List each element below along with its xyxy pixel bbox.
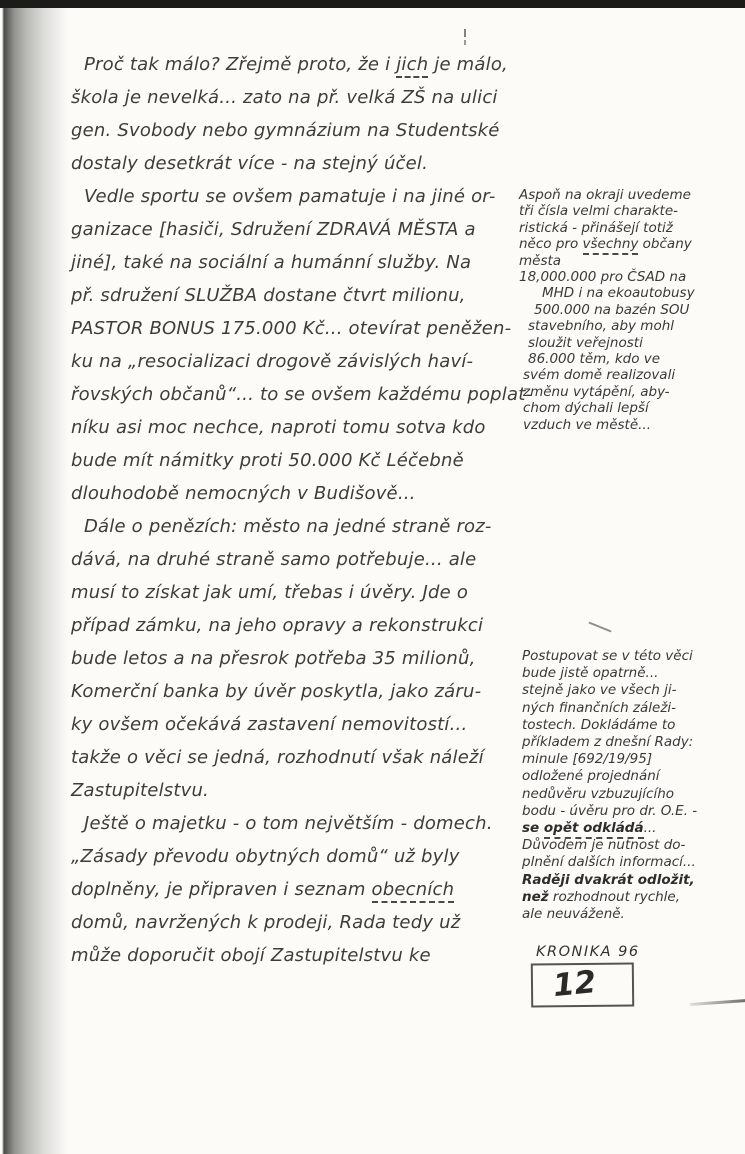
text-segment: než (522, 888, 549, 905)
note-line (519, 236, 745, 252)
text-line: ganizace [hasiči, Sdružení ZDRAVÁ MĚSTA a (71, 219, 476, 240)
note-line: Postupovat se v této věci (522, 648, 693, 664)
text-line: Vedle sportu se ovšem pamatuje i na jiné or- (84, 186, 496, 207)
note-line: plnění dalších informací... (522, 854, 696, 871)
text-line: musí to získat jak umí, třebas i úvěry. Jde o (71, 582, 469, 603)
text-line: bude letos a na přesrok potřeba 35 milionů, (71, 648, 476, 669)
note-line: chom dýchali lepší (523, 400, 649, 417)
note-line: svém domě realizovali (523, 367, 676, 384)
text-line: domů, navržených k prodeji, Rada tedy už (71, 912, 461, 933)
note-line: minule [692/19/95] (522, 751, 653, 768)
note-line: Raději dvakrát odložit, (522, 871, 695, 888)
text-segment: Proč tak málo? Zřejmě proto, že i (84, 54, 397, 75)
note-line: změnu vytápění, aby- (523, 383, 670, 400)
note-line: stejně jako ve všech ji- (522, 682, 677, 699)
text-segment: něco pro (519, 236, 583, 253)
note-line: vzduch ve městě... (523, 416, 652, 433)
note-line: ale neuváženě. (522, 906, 625, 923)
text-line: Komerční banka by úvěr poskytla, jako záru- (71, 681, 482, 702)
text-segment: se (522, 820, 544, 837)
text-line (71, 879, 531, 912)
underlined-word: všechny (583, 236, 639, 255)
ink-dash (464, 40, 466, 45)
page-number-box (531, 962, 634, 1007)
note-line: ných finančních záleži- (522, 699, 677, 716)
underlined-word: opět odkládá (544, 820, 644, 839)
text-line: dává, na druhé straně samo potřebuje... ale (71, 549, 477, 570)
note-line: příkladem z dnešní Rady: (522, 734, 694, 751)
note-line (522, 889, 745, 906)
text-line: může doporučit obojí Zastupitelstvu ke (71, 945, 431, 966)
underlined-word: obecních (372, 879, 455, 903)
text-line: dostaly desetkrát více - na stejný účel. (71, 153, 429, 174)
main-body-text (71, 54, 531, 978)
note-line: ristická - přinášejí totiž (519, 219, 673, 236)
text-line (71, 54, 531, 87)
ink-dash (464, 29, 466, 37)
text-line: níku asi moc nechce, naproti tomu sotva kdo (71, 417, 486, 438)
text-line: případ zámku, na jeho opravy a rekonstrukci (71, 615, 484, 636)
note-line: 18,000.000 pro ČSAD na (519, 269, 687, 286)
note-line: bude jistě opatrně... (522, 665, 659, 682)
note-line: města (519, 252, 562, 269)
note-line: tostech. Dokládáme to (522, 716, 676, 733)
note-line: bodu - úvěru pro dr. O.E. - (522, 802, 698, 819)
text-line: př. sdružení SLUŽBA dostane čtvrt milionu, (71, 285, 466, 306)
note-line: 500.000 na bazén SOU (534, 301, 690, 318)
text-line: bude mít námitky proti 50.000 Kč Léčebně (71, 450, 464, 471)
text-line: jiné], také na sociální a humánní služby. Na (71, 252, 472, 273)
note-line: sloužit veřejnosti (528, 334, 643, 351)
text-line: Dále o penězích: město na jedné straně roz- (84, 516, 492, 537)
text-line: řovských občanů“... to se ovšem každému poplat- (71, 384, 533, 405)
text-line: ky ovšem očekává zastavení nemovitostí... (71, 714, 468, 735)
ink-mark-top (464, 29, 466, 47)
pencil-stroke-corner (690, 999, 745, 1006)
note-line: MHD i na ekoautobusy (542, 285, 695, 302)
underlined-word: jich (396, 54, 428, 78)
text-line: PASTOR BONUS 175.000 Kč... otevírat peněžen- (71, 318, 512, 339)
text-line: Zastupitelstvu. (71, 780, 209, 801)
text-line: škola je nevelká... zato na př. velká ZŠ na ulici (71, 87, 498, 108)
text-line: Ještě o majetku - o tom největším - domech. (84, 813, 493, 834)
margin-note-council-caution (522, 648, 745, 923)
scan-edge-top (0, 0, 745, 8)
text-segment: je málo, (428, 54, 508, 75)
text-segment: ... (643, 820, 657, 837)
note-line: nedůvěru vzbuzujícího (522, 785, 675, 802)
chronicle-label: KRONIKA 96 (536, 944, 640, 960)
text-line: ku na „resocializaci drogově závislých haví- (71, 351, 474, 372)
pencil-stroke-mid (588, 622, 611, 633)
text-line: dlouhodobě nemocných v Budišově... (71, 483, 416, 504)
note-line (522, 820, 745, 837)
note-line: odložené projednání (522, 768, 660, 785)
note-line: 86.000 těm, kdo ve (528, 351, 661, 368)
text-segment: doplněny, je připraven i seznam (71, 879, 372, 900)
note-line: Aspoň na okraji uvedeme (519, 187, 691, 203)
note-line: Důvodem je nutnost do- (522, 837, 686, 854)
margin-note-city-expenses (519, 187, 745, 433)
note-line: tři čísla velmi charakte- (519, 203, 679, 220)
text-line: gen. Svobody nebo gymnázium na Studentské (71, 120, 500, 141)
text-line: „Zásady převodu obytných domů“ už byly (71, 846, 460, 867)
book-spine-shadow (0, 8, 70, 1154)
text-segment: rozhodnout rychle, (548, 888, 681, 905)
page-number: 12 (551, 964, 598, 1005)
note-line: stavebního, aby mohl (528, 318, 675, 335)
text-line: takže o věci se jedná, rozhodnutí však náleží (71, 747, 484, 768)
text-segment: občany (638, 236, 692, 253)
